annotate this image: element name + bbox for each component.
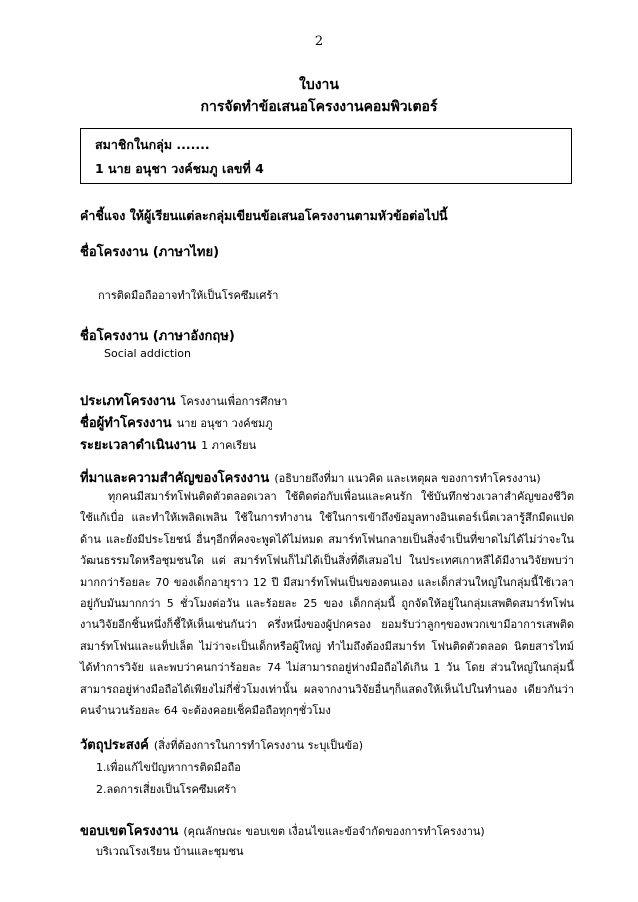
author-value: นาย อนุชา วงค์ชมภู: [176, 417, 273, 430]
background-line: ยอมรับว่าลูกๆของพวกเขามีอาการเสพติดสมาร์ทโฟนและแท็ปเล็ต ไม่ว่าจะเป็นเด็กหรือผู้ใหญ่ ทำไมถึงต้องมีสมาร์ท: [80, 618, 574, 653]
background-line: โฟนติดตัวตลอด นิตยสารไทม์ได้ทำการวิจัย และพบว่าคนกว่าร้อยละ 74 ไม่สามารถอยู่ห่างมือถือได้เกิน 1 วัน โดย: [80, 639, 574, 675]
background-line: สมาร์ทโฟนก็ไม่ได้เป็นสิ่งที่ดีเสมอไป ในประเทศเกาหลีได้มีงานวิจัยพบว่า มากกว่าร้อยละ 70 ของเด็กอายุราว 12 ปี: [80, 554, 575, 589]
background-label: ที่มาและความสำคัญของโครงงาน: [80, 471, 270, 486]
members-label: สมาชิกในกลุ่ม .......: [95, 137, 210, 152]
page-number: 2: [314, 34, 324, 49]
scope-label: ขอบเขตโครงงาน: [80, 824, 179, 839]
project-type-label: ประเภทโครงงาน: [80, 394, 176, 409]
background-line: เด็กกลุ่มนี้ ถูกจัดให้อยู่ในกลุ่มเสพติดสมาร์ทโฟน งานวิจัยอีกชิ้นหนึ่งก็ชี้ให้เห็นเช่นกันว่า ครึ่งหนึ่งของผู้ปกครอง: [80, 597, 575, 632]
objectives-label: วัตถุประสงค์: [80, 738, 149, 753]
background-line: ส่วนใหญ่ในกลุ่มนี้สามารถอยู่ห่างมือถือได้เพียงไม่กี่ชั่วโมงเท่านั้น ผลจากงานวิจัยอื่นๆก็แสดงให้เห็นไปในทำนอง: [80, 661, 575, 696]
project-name-th-value: การติดมือถืออาจทำให้เป็นโรคซึมเศร้า: [98, 289, 279, 302]
objective-item-2: 2.ลดการเสี่ยงเป็นโรคซึมเศร้า: [96, 783, 237, 796]
background-line: อื่นๆอีกที่คงจะพูดได้ไม่หมด สมาร์ทโฟนกลายเป็นสิ่งจำเป็นที่ขาดไม่ได้ไม่ว่าจะในวัฒนธรรมใดหรือชุมชนใด แต่: [80, 532, 574, 568]
worksheet-title: ใบงาน: [299, 77, 339, 93]
duration-value: 1 ภาคเรียน: [201, 439, 257, 452]
author-row: [80, 412, 273, 433]
background-line: เดียวกันว่า คนจำนวนร้อยละ 64 จะต้องคอยเช็คมือถือทุกๆชั่วโมง: [80, 682, 574, 718]
author-label: ชื่อผู้ทำโครงงาน: [80, 416, 172, 431]
duration-label: ระยะเวลาดำเนินงาน: [80, 438, 197, 453]
background-hint: (อธิบายถึงที่มา แนวคิด และเหตุผล ของการทำโครงงาน): [274, 472, 541, 485]
background-line: และทำให้เพลิดเพลิน ใช้ในการทำงาน ใช้ในการเข้าถึงข้อมูลทางอินเตอร์เน็ตเวลารู้สึกมืดแปดด้าน และยังมีประโยชน์: [80, 511, 574, 546]
objectives-heading: [80, 734, 363, 755]
duration-row: [80, 434, 256, 455]
background-line: ทุกคนมีสมาร์ทโฟนติดตัวตลอดเวลา ใช้ติดต่อกับเพื่อนและคนรัก ใช้บันทึกช่วงเวลาสำคัญของชีวิต ใช้แก้เบื่อ: [80, 490, 574, 525]
instruction: คำชี้แจง ให้ผู้เรียนแต่ละกลุ่มเขียนข้อเสนอโครงงานตามหัวข้อต่อไปนี้: [80, 208, 448, 223]
background-line: มีสมาร์ทโฟนเป็นของตนเอง และเด็กส่วนใหญ่ในกลุ่มนี้ใช้เวลาอยู่กับมันมากกว่า 5 ชั่วโมงต่อวัน และร้อยละ 25 ของ: [80, 575, 574, 611]
scope-value: บริเวณโรงเรียน บ้านและชุมชน: [96, 845, 244, 858]
project-name-th-label: ชื่อโครงงาน (ภาษาไทย): [80, 245, 220, 260]
background-paragraph: [80, 486, 574, 721]
scope-hint: (คุณลักษณะ ขอบเขต เงื่อนไขและข้อจำกัดของการทำโครงงาน): [183, 825, 485, 838]
project-type-row: [80, 390, 287, 411]
worksheet-subtitle: การจัดทำข้อเสนอโครงงานคอมพิวเตอร์: [200, 99, 438, 115]
background-heading: [80, 467, 541, 488]
scope-heading: [80, 820, 485, 841]
objective-item-1: 1.เพื่อแก้ไขปัญหาการติดมือถือ: [96, 761, 241, 774]
project-name-en-label: ชื่อโครงงาน (ภาษาอังกฤษ): [80, 329, 235, 344]
member-1: 1 นาย อนุชา วงค์ชมภู เลขที่ 4: [95, 161, 264, 176]
project-name-en-value: Social addiction: [104, 347, 191, 360]
objectives-hint: (สิ่งที่ต้องการในการทำโครงงาน ระบุเป็นข้อ): [153, 739, 364, 752]
project-type-value: โครงงานเพื่อการศึกษา: [180, 395, 288, 408]
